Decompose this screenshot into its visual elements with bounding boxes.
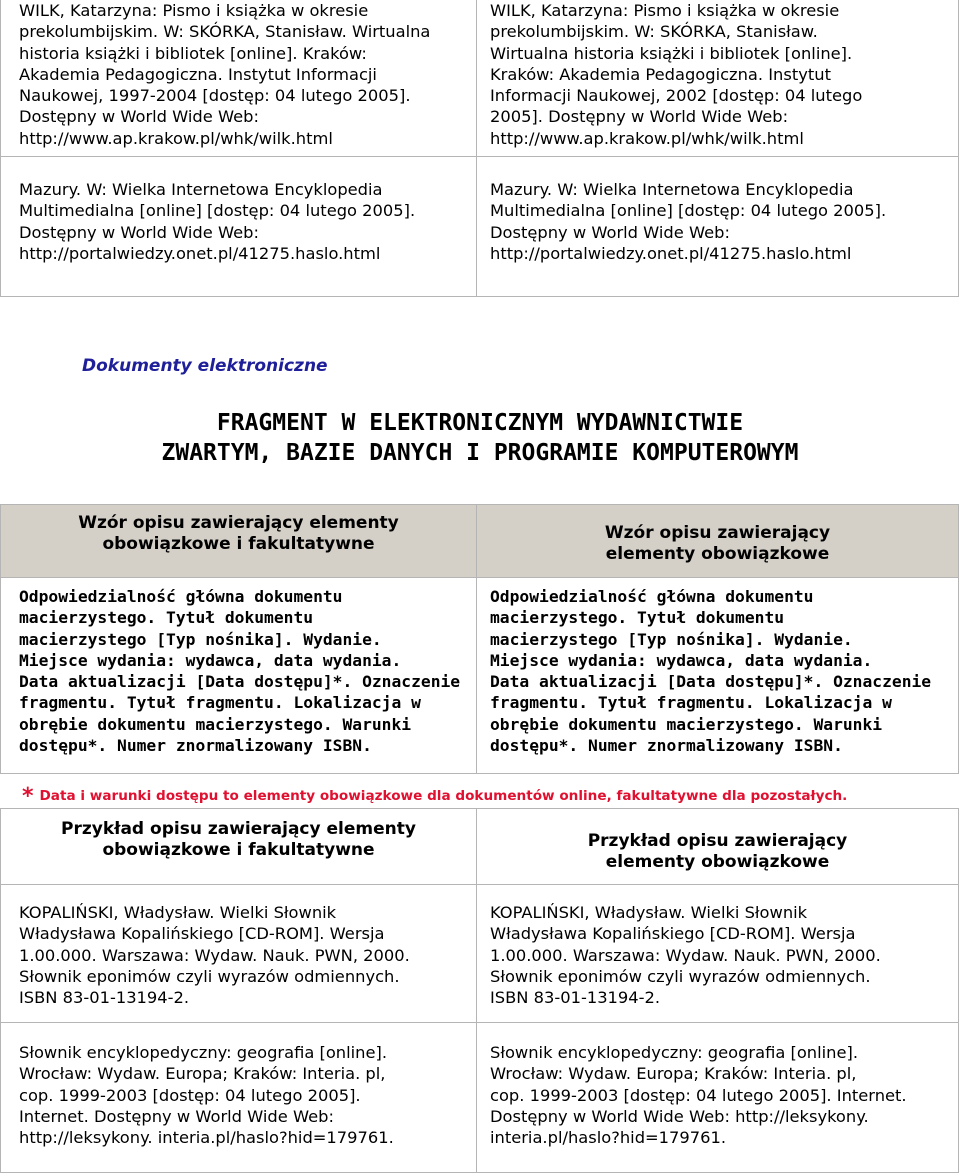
section-title: Dokumenty elektroniczne: [82, 356, 328, 376]
header-cell-right: [477, 505, 959, 578]
table-cell-right: [477, 0, 959, 157]
asterisk-marker: *: [22, 784, 34, 809]
citation-text: WILK, Katarzyna: Pismo i książka w okresie prekolumbijskim. W: SKÓRKA, Stanisław. Wirtualna historia książki i bibliotek [online]. Kraków: Akademia Pedagogiczna. Instytut Informacji Naukowej, 2002 [dostęp: 04 lutego 2005]. Dostępny w World Wide Web: http://www.ap.krakow.pl/whk/wilk.html: [490, 1, 863, 148]
citation-text: WILK, Katarzyna: Pismo i książka w okresie prekolumbijskim. W: SKÓRKA, Stanisław. Wirtualna historia książki i bibliotek [online]. Kraków: Akademia Pedagogiczna. Instytut Informacji Naukowej, 1997-2004 [dostęp: 04 lutego 2005]. Dostępny w World Wide Web: http://www.ap.krakow.pl/whk/wilk.html: [19, 1, 431, 148]
table-cell-right: [477, 578, 959, 774]
footnote-text: Data i warunki dostępu to elementy obowiązkowe dla dokumentów online, fakultatywne dla pozostałych.: [39, 788, 848, 804]
citation-text: Mazury. W: Wielka Internetowa Encyklopedia Multimedialna [online] [dostęp: 04 lutego 2005]. Dostępny w World Wide Web: http://portalwiedzy.onet.pl/41275.haslo.html: [490, 180, 887, 263]
citation-table-top: [0, 0, 959, 297]
header-cell-right: [477, 809, 959, 885]
table-cell-left: [1, 0, 477, 157]
main-heading: FRAGMENT W ELEKTRONICZNYM WYDAWNICTWIE ZWARTYM, BAZIE DANYCH I PROGRAMIE KOMPUTEROWYM: [161, 410, 799, 466]
table-row: [1, 157, 959, 297]
pattern-text: Odpowiedzialność główna dokumentu macierzystego. Tytuł dokumentu macierzystego [Typ nośnika]. Wydanie. Miejsce wydania: wydawca, data wydania. Data aktualizacji [Data dostępu]*. Oznaczenie fragmentu. Tytuł fragmentu. Lokalizacja w obrębie dokumentu macierzystego. Warunki dostępu*. Numer znormalizowany ISBN.: [19, 587, 461, 756]
example-text: Słownik encyklopedyczny: geografia [online]. Wrocław: Wydaw. Europa; Kraków: Interia. pl, cop. 1999-2003 [dostęp: 04 lutego 2005]. Internet. Dostępny w World Wide Web: http://leksykony. interia.pl/haslo?hid=179761.: [19, 1043, 394, 1148]
header-cell-left: [1, 809, 477, 885]
table-row: [1, 578, 959, 774]
example-header-full: Przykład opisu zawierający elementy obowiązkowe i fakultatywne: [61, 819, 416, 860]
example-header-mandatory: Przykład opisu zawierający elementy obowiązkowe: [587, 831, 848, 872]
table-cell-left: [1, 885, 477, 1023]
example-text: KOPALIŃSKI, Władysław. Wielki Słownik Władysława Kopalińskiego [CD-ROM]. Wersja 1.00.000. Warszawa: Wydaw. Nauk. PWN, 2000. Słownik eponimów czyli wyrazów odmiennych. ISBN 83-01-13194-2.: [490, 903, 881, 1008]
table-cell-left: [1, 157, 477, 297]
table-cell-left: [1, 1023, 477, 1173]
pattern-text: Odpowiedzialność główna dokumentu macierzystego. Tytuł dokumentu macierzystego [Typ nośnika]. Wydanie. Miejsce wydania: wydawca, data wydania. Data aktualizacji [Data dostępu]*. Oznaczenie fragmentu. Tytuł fragmentu. Lokalizacja w obrębie dokumentu macierzystego. Warunki dostępu*. Numer znormalizowany ISBN.: [490, 587, 932, 756]
table-cell-right: [477, 1023, 959, 1173]
example-table: [0, 808, 959, 1173]
table-row: [1, 885, 959, 1023]
example-text: KOPALIŃSKI, Władysław. Wielki Słownik Władysława Kopalińskiego [CD-ROM]. Wersja 1.00.000. Warszawa: Wydaw. Nauk. PWN, 2000. Słownik eponimów czyli wyrazów odmiennych. ISBN 83-01-13194-2.: [19, 903, 410, 1008]
pattern-header-full: Wzór opisu zawierający elementy obowiązkowe i fakultatywne: [78, 513, 399, 554]
table-header-row: [1, 809, 959, 885]
table-cell-right: [477, 157, 959, 297]
table-row: [1, 0, 959, 157]
table-header-row: [1, 505, 959, 578]
table-cell-left: [1, 578, 477, 774]
footnote: [22, 784, 847, 809]
example-text: Słownik encyklopedyczny: geografia [online]. Wrocław: Wydaw. Europa; Kraków: Interia. pl, cop. 1999-2003 [dostęp: 04 lutego 2005]. Internet. Dostępny w World Wide Web: http://leksykony. interia.pl/haslo?hid=179761.: [490, 1043, 907, 1148]
pattern-header-mandatory: Wzór opisu zawierający elementy obowiązkowe: [604, 523, 831, 564]
citation-text: Mazury. W: Wielka Internetowa Encyklopedia Multimedialna [online] [dostęp: 04 lutego 2005]. Dostępny w World Wide Web: http://portalwiedzy.onet.pl/41275.haslo.html: [19, 180, 416, 263]
header-cell-left: [1, 505, 477, 578]
table-row: [1, 1023, 959, 1173]
pattern-table: [0, 504, 959, 774]
table-cell-right: [477, 885, 959, 1023]
